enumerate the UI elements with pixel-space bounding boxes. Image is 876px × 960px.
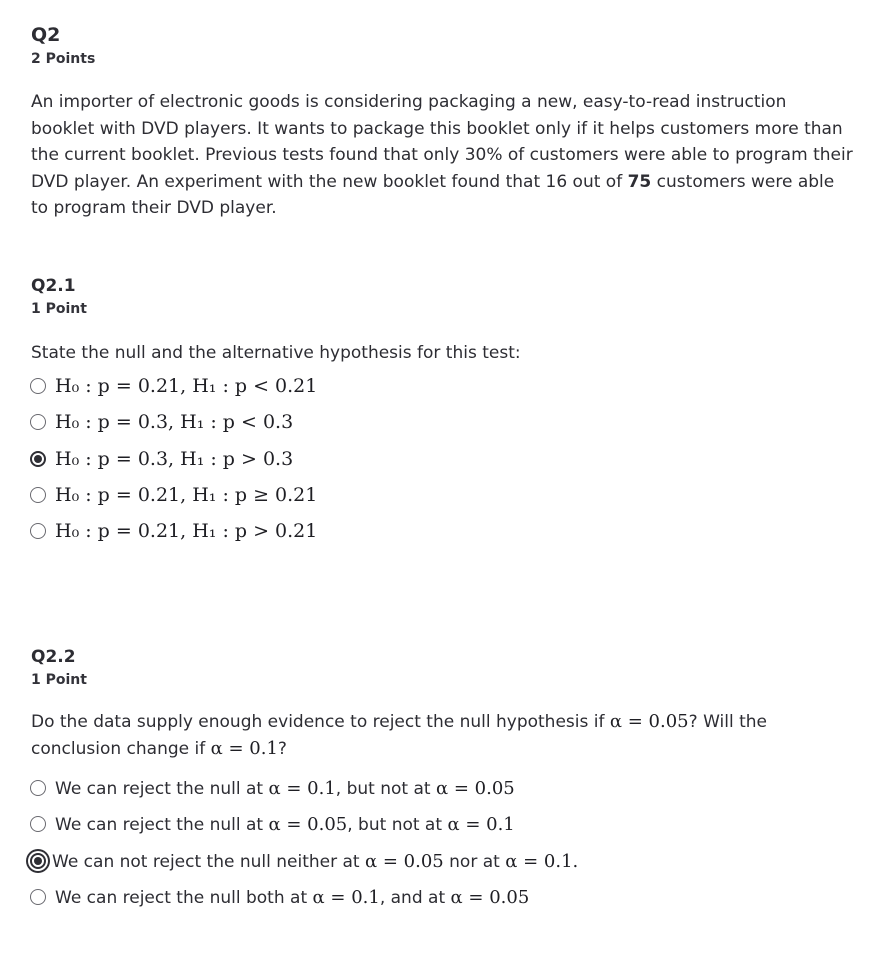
radio-button[interactable]: [30, 487, 46, 503]
question-title: Q2: [31, 24, 61, 46]
radio-button[interactable]: [30, 414, 46, 430]
subquestion-title: Q2.2: [31, 647, 76, 667]
option-text: nor at: [443, 851, 506, 872]
subquestion-prompt: State the null and the alternative hypothesis for this test:: [31, 343, 521, 363]
option-text: We can reject the null both at: [55, 887, 313, 908]
radio-button[interactable]: [30, 523, 46, 539]
subquestion-points: 1 Point: [31, 672, 87, 688]
option-text: .: [572, 850, 579, 872]
option-label: H₀ : p = 0.21, H₁ : p ≥ 0.21: [55, 484, 318, 506]
radio-option-4[interactable]: [30, 482, 317, 508]
radio-option-b[interactable]: [30, 811, 515, 837]
option-math: α = 0.1: [447, 813, 515, 835]
option-label: [55, 814, 515, 835]
prompt-bold-count: 75: [627, 171, 652, 192]
option-text: We can reject the null at: [55, 814, 269, 835]
radio-option-a[interactable]: [30, 775, 515, 801]
option-math: α = 0.05: [268, 813, 348, 835]
prompt-text: ? Will the conclusion change if: [31, 712, 767, 759]
radio-button[interactable]: [30, 816, 46, 832]
prompt-text: Do the data supply enough evidence to reject the null hypothesis if: [31, 712, 610, 732]
option-math: α = 0.1: [505, 850, 573, 872]
radio-option-d[interactable]: [30, 884, 529, 910]
prompt-math: α = 0.05: [609, 711, 689, 732]
question-points: 2 Points: [31, 51, 96, 67]
option-label: [55, 778, 515, 799]
option-label: [52, 851, 578, 872]
option-text: We can not reject the null neither at: [52, 851, 365, 872]
prompt-math: α = 0.1: [210, 737, 278, 759]
subquestion-prompt: [31, 709, 853, 762]
radio-option-5[interactable]: [30, 518, 317, 544]
subquestion-points: 1 Point: [31, 301, 87, 317]
option-label: H₀ : p = 0.21, H₁ : p < 0.21: [55, 375, 318, 397]
radio-option-c[interactable]: [30, 848, 578, 874]
option-text: , but not at: [347, 814, 448, 835]
prompt-text: to program their DVD player.: [31, 198, 277, 218]
radio-button[interactable]: [30, 378, 46, 394]
option-math: α = 0.1: [312, 886, 380, 908]
option-math: α = 0.05: [450, 886, 530, 908]
option-label: H₀ : p = 0.3, H₁ : p > 0.3: [55, 448, 294, 470]
prompt-text: customers were able: [651, 171, 835, 192]
radio-option-3[interactable]: [30, 446, 293, 472]
option-text: , and at: [379, 887, 451, 908]
radio-option-1[interactable]: [30, 373, 317, 399]
radio-button-selected[interactable]: [30, 853, 46, 869]
radio-button-selected[interactable]: [30, 451, 46, 467]
radio-button[interactable]: [30, 780, 46, 796]
prompt-text: ?: [277, 738, 287, 759]
option-math: α = 0.1: [268, 777, 336, 799]
option-math: α = 0.05: [364, 850, 444, 872]
option-label: H₀ : p = 0.3, H₁ : p < 0.3: [55, 411, 294, 433]
option-math: α = 0.05: [435, 777, 515, 799]
option-label: H₀ : p = 0.21, H₁ : p > 0.21: [55, 520, 318, 542]
option-label: [55, 887, 529, 908]
radio-option-2[interactable]: [30, 409, 293, 435]
option-text: We can reject the null at: [55, 778, 269, 799]
subquestion-title: Q2.1: [31, 276, 76, 296]
question-prompt: [31, 89, 853, 222]
prompt-text: An importer of electronic goods is considering packaging a new, easy-to-read instruction booklet with DVD players. It wants to package this booklet only if it helps customers more than the current booklet. Previous tests found that only 30% of customers were able to program their DVD player. An experiment with the new booklet found that 16 out of: [31, 92, 853, 192]
radio-button[interactable]: [30, 889, 46, 905]
option-text: , but not at: [335, 778, 436, 799]
